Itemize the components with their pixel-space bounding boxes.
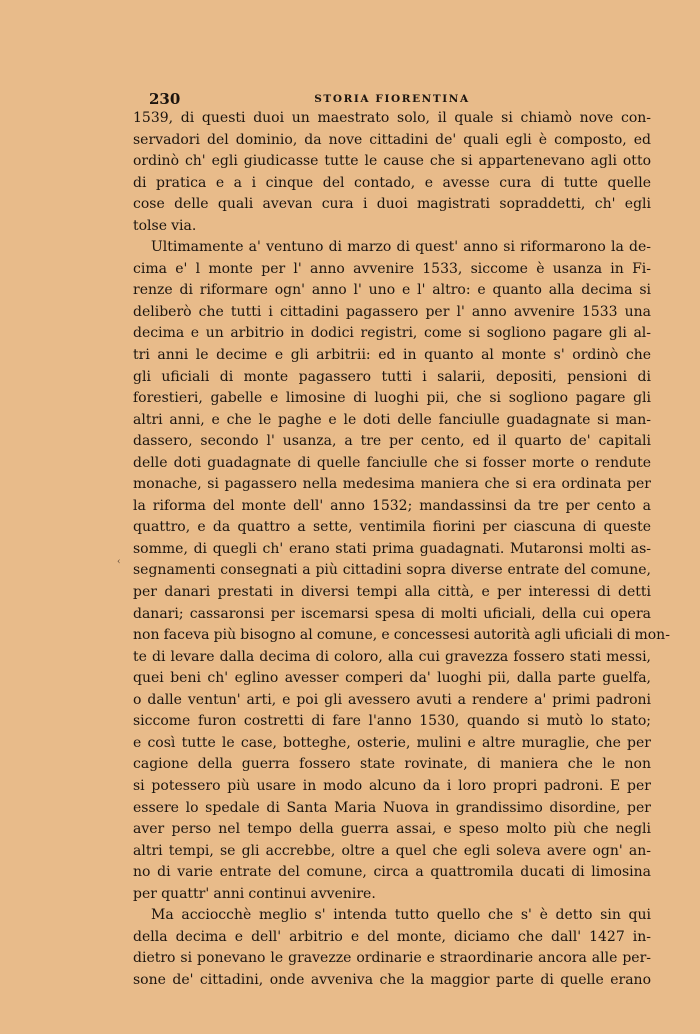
text-line: quattro, e da quattro a sette, ventimila fiorini per ciascuna di queste <box>133 519 651 536</box>
text-line: gli uficiali di monte pagassero tutti i salarii, depositi, pensioni di <box>133 368 651 385</box>
text-line: siccome furon costretti di fare l'anno 1530, quando si mutò lo stato; <box>133 713 651 730</box>
text-line: o dalle ventun' arti, e poi gli avessero avuti a rendere a' primi padroni <box>133 691 651 708</box>
text-line: tri anni le decime e gli arbitrii: ed in quanto al monte s' ordinò che <box>133 347 651 364</box>
text-line: forestieri, gabelle e limosine di luoghi pii, che si sogliono pagare gli <box>133 390 651 407</box>
text-line: cima e' l monte per l' anno avvenire 1533, siccome è usanza in Fi- <box>133 260 651 277</box>
text-line: Ma acciocchè meglio s' intenda tutto quello che s' è detto sin qui <box>151 907 651 924</box>
text-line: di pratica e a i cinque del contado, e avesse cura di tutte quelle <box>133 174 651 191</box>
text-line: per danari prestati in diversi tempi alla città, e per interessi di detti <box>133 584 651 601</box>
text-line: cose delle quali avevan cura i duoi magistrati sopraddetti, ch' egli <box>133 196 651 213</box>
text-line: non faceva più bisogno al comune, e concessesi autorità agli uficiali di mon- <box>133 627 670 644</box>
text-line: delle doti guadagnate di quelle fanciulle che si fosser morte o rendute <box>133 454 651 471</box>
text-line: segnamenti consegnati a più cittadini sopra diverse entrate del comune, <box>133 562 651 579</box>
text-line: quei beni ch' eglino avesser comperi da' luoghi pii, dalla parte guelfa, <box>133 670 651 687</box>
running-title: STORIA FIORENTINA <box>314 93 470 105</box>
text-line: renze di riformare ogn' anno l' uno e l' altro: e quanto alla decima si <box>133 282 651 299</box>
text-line: ordinò ch' egli giudicasse tutte le cause che si appartenevano agli otto <box>133 153 651 170</box>
text-line: sone de' cittadini, onde avveniva che la maggior parte di quelle erano <box>133 971 651 988</box>
text-line: tolse via. <box>133 217 197 234</box>
text-line: cagione della guerra fossero state rovinate, di maniera che le non <box>133 756 651 773</box>
text-line: somme, di quegli ch' erano stati prima guadagnati. Mutaronsi molti as- <box>133 540 651 557</box>
text-line: dietro si ponevano le gravezze ordinarie e straordinarie ancora alle per- <box>133 950 651 967</box>
text-line: te di levare dalla decima di coloro, alla cui gravezza fossero stati messi, <box>133 648 651 665</box>
text-line: la riforma del monte dell' anno 1532; mandassinsi da tre per cento a <box>133 497 651 514</box>
text-line: danari; cassaronsi per iscemarsi spesa di molti uficiali, della cui opera <box>133 605 651 622</box>
text-line: no di varie entrate del comune, circa a quattromila ducati di limosina <box>133 864 651 881</box>
margin-mark: ‹ <box>117 557 121 567</box>
text-line: altri tempi, se gli accrebbe, oltre a quel che egli soleva avere ogn' an- <box>133 842 651 859</box>
text-line: della decima e dell' arbitrio e del monte, diciamo che dall' 1427 in- <box>133 928 651 945</box>
text-line: decima e un arbitrio in dodici registri, come si sogliono pagare gli al- <box>133 325 651 342</box>
page-number: 230 <box>149 90 181 108</box>
text-line: Ultimamente a' ventuno di marzo di quest' anno si riformarono la de- <box>151 239 651 256</box>
text-line: altri anni, e che le paghe e le doti delle fanciulle guadagnate si man- <box>133 411 651 428</box>
text-line: si potessero più usare in modo alcuno da i loro propri padroni. E per <box>133 777 651 794</box>
book-page <box>117 90 670 991</box>
text-line: servadori del dominio, da nove cittadini de' quali egli è composto, ed <box>133 131 651 148</box>
text-line: aver perso nel tempo della guerra assai, e speso molto più che negli <box>133 821 651 838</box>
text-line: per quattr' anni continui avvenire. <box>133 885 376 902</box>
page-header <box>133 90 651 108</box>
text-line: deliberò che tutti i cittadini pagassero per l' anno avvenire 1533 una <box>133 303 651 320</box>
text-line: 1539, di questi duoi un maestrato solo, il quale si chiamò nove con- <box>133 110 651 126</box>
text-line: e così tutte le case, botteghe, osterie, mulini e altre muraglie, che per <box>133 734 651 751</box>
text-line: monache, si pagassero nella medesima maniera che si era ordinata per <box>133 476 651 493</box>
text-line: essere lo spedale di Santa Maria Nuova in grandissimo disordine, per <box>133 799 651 816</box>
page-body <box>133 108 670 991</box>
text-line: dassero, secondo l' usanza, a tre per cento, ed il quarto de' capitali <box>133 433 651 450</box>
